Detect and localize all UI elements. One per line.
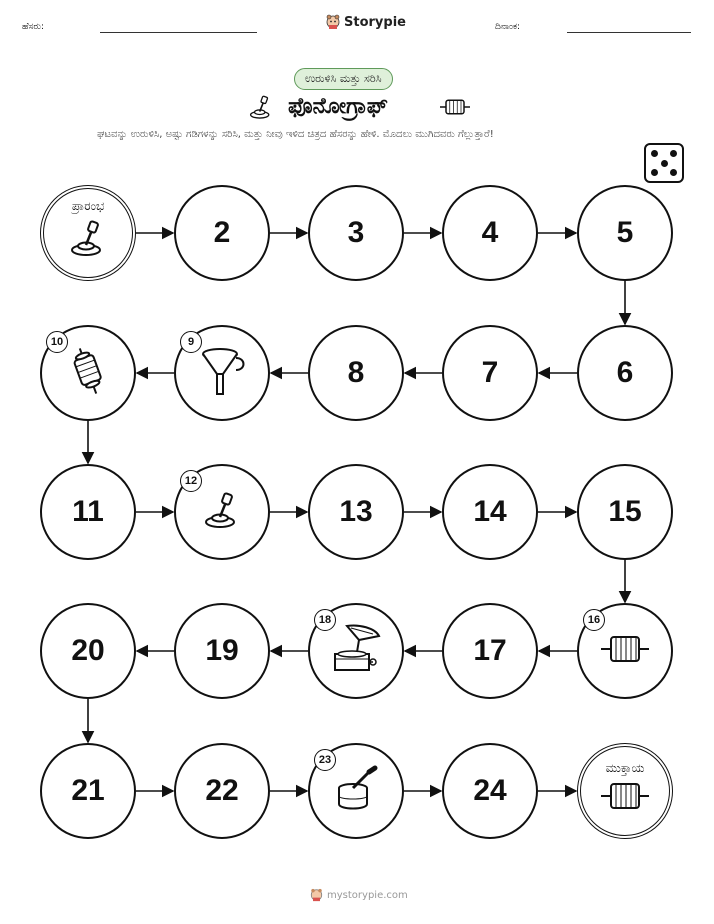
board-cell-6[interactable]: [577, 325, 673, 421]
cell-number-badge: 16: [583, 609, 605, 631]
finish-label: ಮುಕ್ತಾಯ: [605, 760, 645, 775]
board-cell-7[interactable]: [442, 325, 538, 421]
name-label: ಹೆಸರು:: [22, 22, 45, 32]
board-cell-8[interactable]: [308, 325, 404, 421]
board-cell-18[interactable]: [308, 603, 404, 699]
cell-number: 5: [616, 216, 634, 249]
cell-number: 22: [205, 774, 239, 807]
board-cell-finish[interactable]: [577, 743, 673, 839]
crank-icon: [202, 490, 242, 534]
cell-number: 13: [339, 495, 373, 528]
cell-number: 4: [481, 216, 499, 249]
board-cell-10[interactable]: [40, 325, 136, 421]
board-cell-3[interactable]: [308, 185, 404, 281]
cell-number: 17: [473, 634, 507, 667]
cell-number-badge: 10: [46, 331, 68, 353]
board-cell-start[interactable]: [40, 185, 136, 281]
gramophone-icon: [329, 624, 383, 678]
footer-mascot-icon: [310, 888, 323, 902]
board-cell-5[interactable]: [577, 185, 673, 281]
board-cell-16[interactable]: [577, 603, 673, 699]
page-title: ಫೊನೋಗ್ರಾಫ್: [288, 94, 388, 119]
board-cell-4[interactable]: [442, 185, 538, 281]
cell-number-badge: 9: [180, 331, 202, 353]
cell-number: 15: [608, 495, 642, 528]
start-label: ಪ್ರಾರಂಭ: [71, 198, 105, 213]
board-cell-21[interactable]: [40, 743, 136, 839]
board-cell-17[interactable]: [442, 603, 538, 699]
spindle-icon: [68, 345, 108, 401]
cell-number: 8: [347, 356, 365, 389]
date-label: ದಿನಾಂಕ:: [495, 22, 521, 32]
funnel-icon: [198, 344, 246, 402]
game-type-pill: ಉರುಳಿಸಿ ಮತ್ತು ಸರಿಸಿ: [294, 68, 393, 90]
cylinder-icon: [601, 780, 649, 816]
board-cell-20[interactable]: [40, 603, 136, 699]
cell-number: 3: [347, 216, 365, 249]
board-cell-13[interactable]: [308, 464, 404, 560]
cell-number-badge: 23: [314, 749, 336, 771]
cell-number-badge: 12: [180, 470, 202, 492]
board-cell-2[interactable]: [174, 185, 270, 281]
cell-number: 2: [213, 216, 231, 249]
cylinder-icon: [601, 633, 649, 669]
cell-number-badge: 18: [314, 609, 336, 631]
brand-name: Storypie: [344, 14, 406, 30]
cell-number: 11: [72, 495, 104, 528]
board-cell-22[interactable]: [174, 743, 270, 839]
cell-number: 6: [616, 356, 634, 389]
cell-number: 24: [473, 774, 507, 807]
board-cell-15[interactable]: [577, 464, 673, 560]
cell-number: 14: [473, 495, 507, 528]
cell-number: 20: [71, 634, 105, 667]
instructions: ಘಟವನ್ನು ಉರುಳಿಸಿ, ಅಷ್ಟು ಗಡಿಗಳನ್ನು ಸರಿಸಿ, ಮತ್ತು ನೀವು ಇಳಿದ ಚಿತ್ರದ ಹೆಸರನ್ನು ಹೇಳಿ. ಮೊದಲು ಮುಗಿದವರು ಗೆಲ್ಲುತ್ತಾರೆ!: [97, 129, 494, 140]
wax-pot-icon: [333, 766, 379, 816]
board-cell-19[interactable]: [174, 603, 270, 699]
footer: [310, 888, 408, 902]
board-cell-23[interactable]: [308, 743, 404, 839]
crank-icon: [68, 218, 108, 262]
cell-number: 19: [205, 634, 239, 667]
footer-site: mystorypie.com: [327, 889, 408, 901]
cell-number: 21: [71, 774, 105, 807]
cell-number: 7: [481, 356, 499, 389]
board-cell-24[interactable]: [442, 743, 538, 839]
board-cell-9[interactable]: [174, 325, 270, 421]
board-cell-14[interactable]: [442, 464, 538, 560]
board-cell-12[interactable]: [174, 464, 270, 560]
board-cell-11[interactable]: [40, 464, 136, 560]
